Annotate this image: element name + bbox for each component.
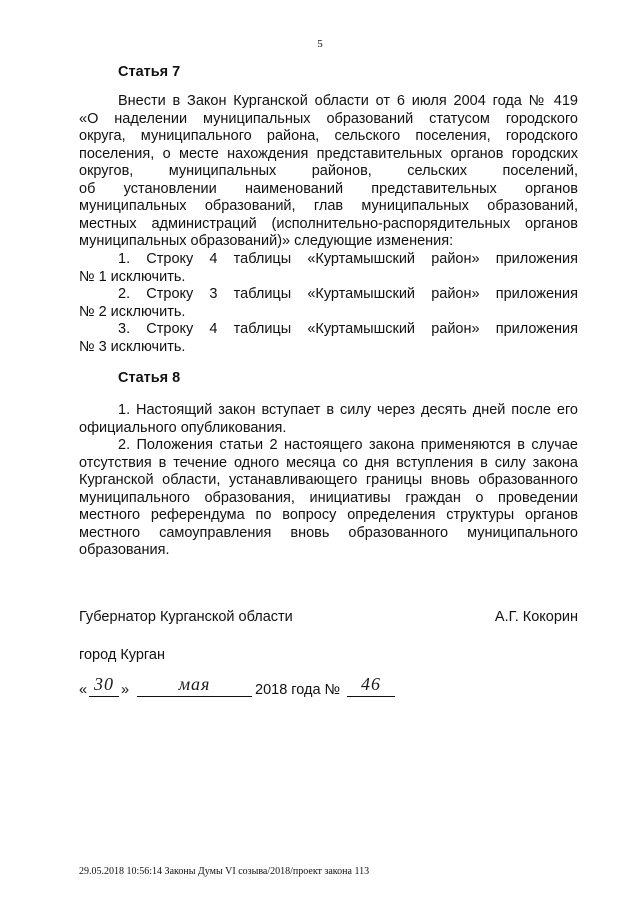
text-line: «О наделении муниципальных образований статусом городского bbox=[79, 110, 578, 127]
close-quote: » bbox=[121, 682, 130, 698]
year-text: 2018 года № bbox=[255, 682, 341, 698]
article-7-heading: Статья 7 bbox=[118, 64, 181, 80]
page-number: 5 bbox=[317, 38, 323, 50]
text-line: отсутствия в течение одного месяца со дня вступления в силу закона bbox=[79, 454, 578, 471]
open-quote: « bbox=[79, 682, 88, 698]
text-line: 2. Строку 3 таблицы «Куртамышский район» приложения bbox=[118, 286, 578, 302]
article-7-intro bbox=[79, 93, 578, 251]
text-line: Курганской области, устанавливающего границы вновь образованного bbox=[79, 472, 578, 488]
text-line: 1. Строку 4 таблицы «Куртамышский район» приложения bbox=[118, 251, 578, 267]
text-line: муниципальных образований)» следующие изменения: bbox=[79, 233, 454, 249]
article-8-paragraph-1 bbox=[79, 402, 578, 437]
text-line: 3. Строку 4 таблицы «Куртамышский район» приложения bbox=[118, 321, 578, 337]
text-line: Внести в Закон Курганской области от 6 июля 2004 года № 419 bbox=[118, 93, 578, 109]
date-line bbox=[79, 674, 409, 700]
text-line: местного самоуправления вновь образованного муниципального bbox=[79, 524, 578, 541]
text-line: муниципальных образований, глав муниципальных образований, bbox=[79, 198, 578, 214]
signatory-title: Губернатор Курганской области bbox=[79, 609, 293, 625]
article-7-item-3 bbox=[79, 321, 578, 356]
handwritten-number: 46 bbox=[361, 674, 381, 694]
text-line: № 2 исключить. bbox=[79, 303, 186, 320]
city-line: город Курган bbox=[79, 647, 165, 663]
text-line: округа, муниципального района, сельского поселения, городского bbox=[79, 128, 578, 144]
text-line: официального опубликования. bbox=[79, 419, 287, 436]
text-line: № 3 исключить. bbox=[79, 338, 186, 355]
text-line: об установлении наименований представительных органов bbox=[79, 180, 578, 197]
text-line: округов, муниципальных районов, сельских поселений, bbox=[79, 163, 578, 179]
day-field bbox=[89, 674, 119, 697]
document-footer: 29.05.2018 10:56:14 Законы Думы VI созыва/2018/проект закона 113 bbox=[79, 866, 370, 877]
article-8-paragraph-2 bbox=[79, 437, 578, 560]
handwritten-day: 30 bbox=[94, 674, 114, 694]
signature-block bbox=[79, 609, 578, 629]
text-line: муниципального образования, инициативы граждан о проведении bbox=[79, 489, 578, 506]
text-line: № 1 исключить. bbox=[79, 268, 186, 285]
article-7-item-1 bbox=[79, 251, 578, 286]
number-field bbox=[347, 674, 395, 697]
article-8-heading: Статья 8 bbox=[118, 370, 181, 386]
text-line: 1. Настоящий закон вступает в силу через десять дней после его bbox=[118, 402, 578, 418]
text-line: местного референдума по вопросу определения структуры органов bbox=[79, 507, 578, 523]
month-field bbox=[137, 674, 252, 697]
article-7-item-2 bbox=[79, 286, 578, 321]
handwritten-month: мая bbox=[178, 674, 211, 694]
text-line: образования. bbox=[79, 542, 170, 558]
text-line: поселения, о месте нахождения представительных органов городских bbox=[79, 145, 578, 162]
text-line: 2. Положения статьи 2 настоящего закона применяются в случае bbox=[118, 437, 578, 453]
text-line: местных администраций (исполнительно-распорядительных органов bbox=[79, 215, 578, 232]
signatory-name: А.Г. Кокорин bbox=[494, 609, 578, 625]
